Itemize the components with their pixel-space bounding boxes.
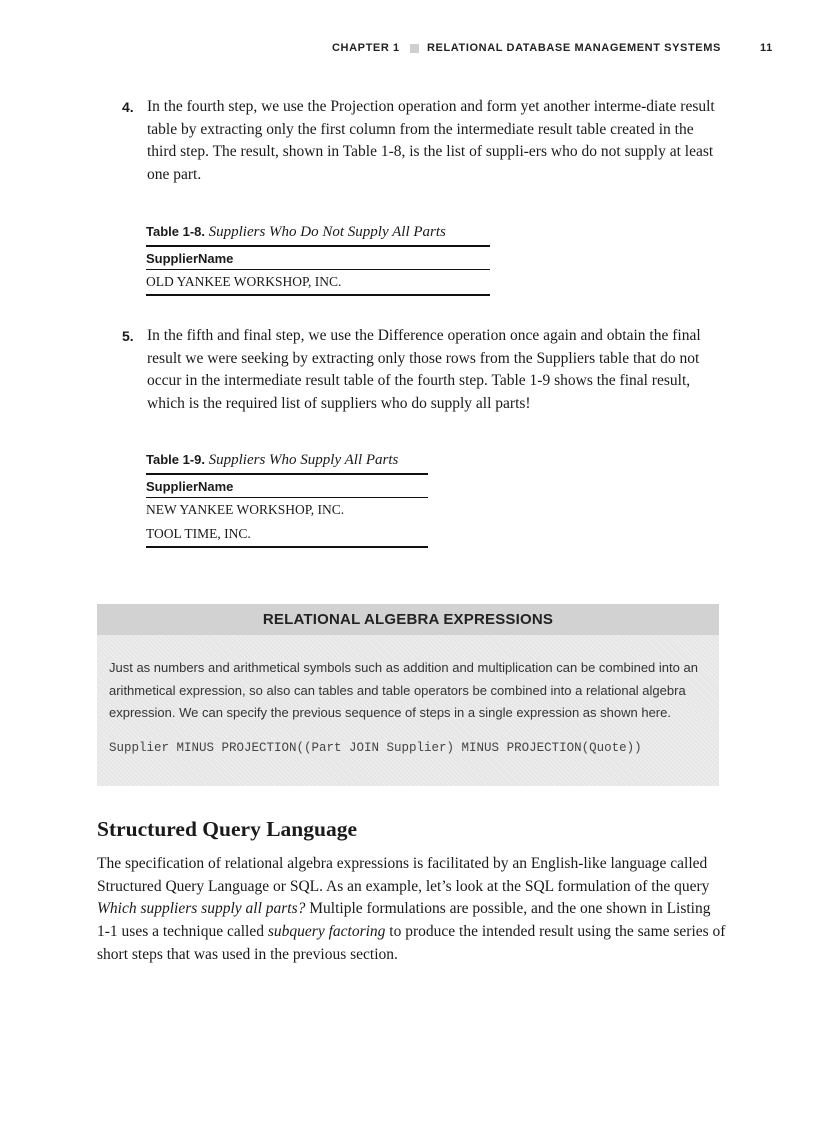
table-row (146, 270, 490, 296)
sidebar-heading: RELATIONAL ALGEBRA EXPRESSIONS (97, 604, 719, 635)
table-1-8 (146, 221, 490, 296)
table-caption (146, 449, 428, 473)
paragraph-text: to produce the intended result using the same series of short steps that was used in the previous section. (97, 923, 726, 963)
table-title: Suppliers Who Supply All Parts (208, 452, 399, 468)
paragraph-text: Multiple formulations are possible, and the one shown in Listing 1-1 uses a technique called (97, 900, 711, 941)
column-header: SupplierName (146, 246, 490, 270)
supplier-table (146, 473, 428, 548)
running-header (0, 42, 816, 58)
table-1-9 (146, 449, 428, 548)
table-row (146, 498, 428, 523)
table-cell: OLD YANKEE WORKSHOP, INC. (146, 270, 490, 296)
page-number: 11 (760, 42, 773, 54)
step-4 (122, 96, 722, 186)
table-row (146, 522, 428, 547)
table-cell: TOOL TIME, INC. (146, 522, 428, 547)
step-text: In the fifth and final step, we use the Difference operation once again and obtain the final result we were seeking by extracting only those rows from the Suppliers table that do not occur in the intermediate result table of the fourth step. Table 1-9 shows the final result, which is the required list of suppliers who do supply all parts! (147, 327, 701, 412)
sidebar-box (97, 604, 719, 786)
supplier-table (146, 245, 490, 296)
step-5 (122, 325, 722, 415)
step-text: In the fourth step, we use the Projection operation and form yet another interme-diate result table by extracting only the first column from the intermediate result table created in the third step. The result, shown in Table 1-8, is the list of suppli-ers who do not supply at least one part. (147, 98, 715, 183)
step-number: 5. (122, 328, 134, 344)
term-emphasis: subquery factoring (267, 923, 386, 941)
section-heading: Structured Query Language (97, 817, 357, 841)
table-label: Table 1-9. (146, 452, 206, 467)
table-label: Table 1-8. (146, 224, 206, 239)
separator-square-icon (410, 44, 419, 53)
table-title: Suppliers Who Do Not Supply All Parts (208, 224, 446, 240)
query-emphasis: Which suppliers supply all parts? (97, 900, 306, 918)
code-expression: Supplier MINUS PROJECTION((Part JOIN Supplier) MINUS PROJECTION(Quote)) (109, 741, 642, 755)
table-caption (146, 221, 490, 245)
paragraph-text: The specification of relational algebra expressions is facilitated by an English-like language called Structured Query Language or SQL. As an example, let’s look at the SQL formulation of the query (97, 855, 710, 895)
sidebar-body: Just as numbers and arithmetical symbols such as addition and multiplication can be combined into an arithmetical expression, so also can tables and table operators be combined into a relational algebra expression. We can specify the previous sequence of steps in a single expression as shown here. (109, 660, 698, 720)
column-header: SupplierName (146, 474, 428, 498)
step-number: 4. (122, 99, 134, 115)
section-paragraph (97, 853, 727, 967)
chapter-title: RELATIONAL DATABASE MANAGEMENT SYSTEMS (427, 42, 721, 54)
chapter-label: CHAPTER 1 (332, 42, 400, 54)
table-cell: NEW YANKEE WORKSHOP, INC. (146, 501, 345, 517)
